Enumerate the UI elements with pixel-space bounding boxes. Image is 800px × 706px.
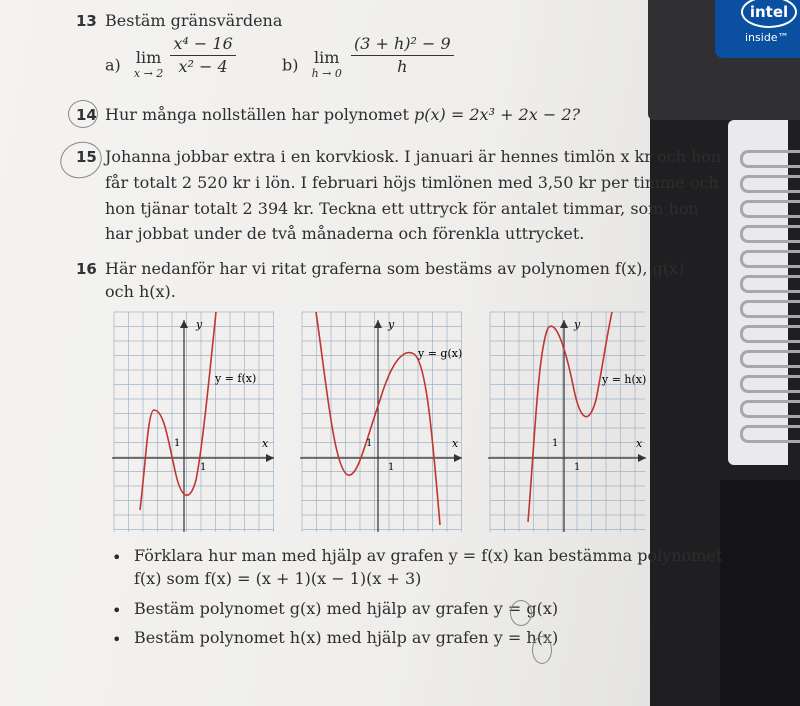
intel-inside-sticker — [715, 0, 800, 58]
graph-g-tick-x: 1 — [388, 462, 395, 473]
graph-h-tick-x: 1 — [574, 462, 581, 473]
q13-part-a — [105, 33, 236, 82]
graph-h-grid — [490, 312, 645, 532]
pencil-mark-h — [532, 636, 552, 664]
pencil-mark-g — [510, 600, 532, 626]
graph-g-tick-y: 1 — [366, 438, 373, 449]
pencil-circle-14 — [68, 100, 98, 128]
q13-b-denominator: h — [397, 56, 408, 76]
q14-text — [105, 104, 580, 126]
desk-shadow — [720, 480, 800, 706]
q16-number: 16 — [76, 260, 97, 278]
spiral-ring — [740, 375, 800, 393]
q16-bullet-3: Bestäm polynomet h(x) med hjälp av grafen y = h(x) — [134, 628, 559, 647]
q13-b-sub: h → 0 — [311, 67, 342, 80]
spiral-ring — [740, 200, 800, 218]
graph-f-tick-x: 1 — [200, 462, 207, 473]
graph-g-curve-label: y = g(x) — [418, 347, 463, 360]
q13-b-label: b) — [282, 55, 299, 75]
graph-g-x-label: x — [452, 437, 459, 450]
graph-h-y-label: y — [574, 318, 581, 331]
bullet-dot-icon: • — [112, 601, 122, 620]
spiral-ring — [740, 300, 800, 318]
graph-h-tick-y: 1 — [552, 438, 559, 449]
intel-inside-label: inside™ — [745, 31, 789, 44]
graph-h — [488, 310, 653, 532]
q14-expression: p(x) = 2x³ + 2x − 2? — [414, 105, 581, 124]
graph-h-curve-label: y = h(x) — [602, 373, 647, 386]
q14-question: Hur många nollställen har polynomet — [105, 105, 415, 124]
spiral-ring — [740, 425, 800, 443]
graph-f-curve-label: y = f(x) — [215, 372, 257, 385]
q15-line-3: hon tjänar totalt 2 394 kr. Teckna ett uttryck för antalet timmar, som hon — [105, 199, 699, 218]
graph-g-y-arrow-icon — [374, 320, 382, 328]
spiral-ring — [740, 225, 800, 243]
spiral-ring — [740, 150, 800, 168]
graph-g-y-label: y — [388, 318, 395, 331]
q13-b-lim: lim — [314, 48, 340, 67]
graph-f-x-label: x — [262, 437, 269, 450]
q16-bullet-1-line-2: f(x) som f(x) = (x + 1)(x − 1)(x + 3) — [134, 569, 422, 588]
q16-bullet-2: Bestäm polynomet g(x) med hjälp av grafen y = g(x) — [134, 599, 559, 618]
bullet-dot-icon: • — [112, 548, 122, 567]
graph-f — [112, 310, 282, 532]
q15-number: 15 — [76, 148, 97, 166]
graph-h-curve — [528, 312, 612, 522]
graph-f-curve — [140, 312, 216, 510]
q15-line-2: får totalt 2 520 kr i lön. I februari höjs timlönen med 3,50 kr per timme och — [105, 173, 719, 192]
spiral-ring — [740, 250, 800, 268]
graph-h-x-label: x — [636, 437, 643, 450]
graph-g — [300, 310, 470, 532]
q15-line-4: har jobbat under de två månaderna och förenkla uttrycket. — [105, 224, 585, 243]
spiral-ring — [740, 175, 800, 193]
spiral-ring — [740, 350, 800, 368]
q13-a-denominator: x² − 4 — [178, 56, 228, 76]
graph-f-y-label: y — [196, 318, 203, 331]
graph-g-x-arrow-icon — [454, 454, 462, 462]
q13-b-numerator: (3 + h)² − 9 — [351, 33, 454, 56]
graph-f-tick-y: 1 — [174, 438, 181, 449]
q16-bullet-1-line-1: Förklara hur man med hjälp av grafen y = f(x) kan bestämma polynomet — [134, 546, 723, 565]
spiral-ring — [740, 400, 800, 418]
intel-logo: intel — [741, 0, 797, 28]
q15-line-1: Johanna jobbar extra i en korvkiosk. I januari är hennes timlön x kr och hon — [105, 147, 722, 166]
bullet-dot-icon: • — [112, 630, 122, 649]
q13-part-b — [282, 33, 454, 82]
q13-number: 13 — [76, 12, 97, 30]
q13-a-lim: lim — [135, 48, 162, 67]
q13-a-label: a) — [105, 55, 121, 75]
graph-f-x-arrow-icon — [266, 454, 274, 462]
spiral-ring — [740, 275, 800, 293]
q16-line-2: och h(x). — [105, 282, 176, 301]
graph-h-x-arrow-icon — [638, 454, 646, 462]
graph-f-grid — [114, 312, 274, 532]
spiral-ring — [740, 325, 800, 343]
q13-title: Bestäm gränsvärdena — [105, 11, 283, 30]
graph-h-y-arrow-icon — [560, 320, 568, 328]
q13-a-sub: x → 2 — [133, 67, 164, 80]
q16-line-1: Här nedanför har vi ritat graferna som bestäms av polynomen f(x), g(x) — [105, 259, 685, 278]
q13-a-numerator: x⁴ − 16 — [170, 33, 235, 56]
q14-number: 14 — [76, 106, 97, 124]
